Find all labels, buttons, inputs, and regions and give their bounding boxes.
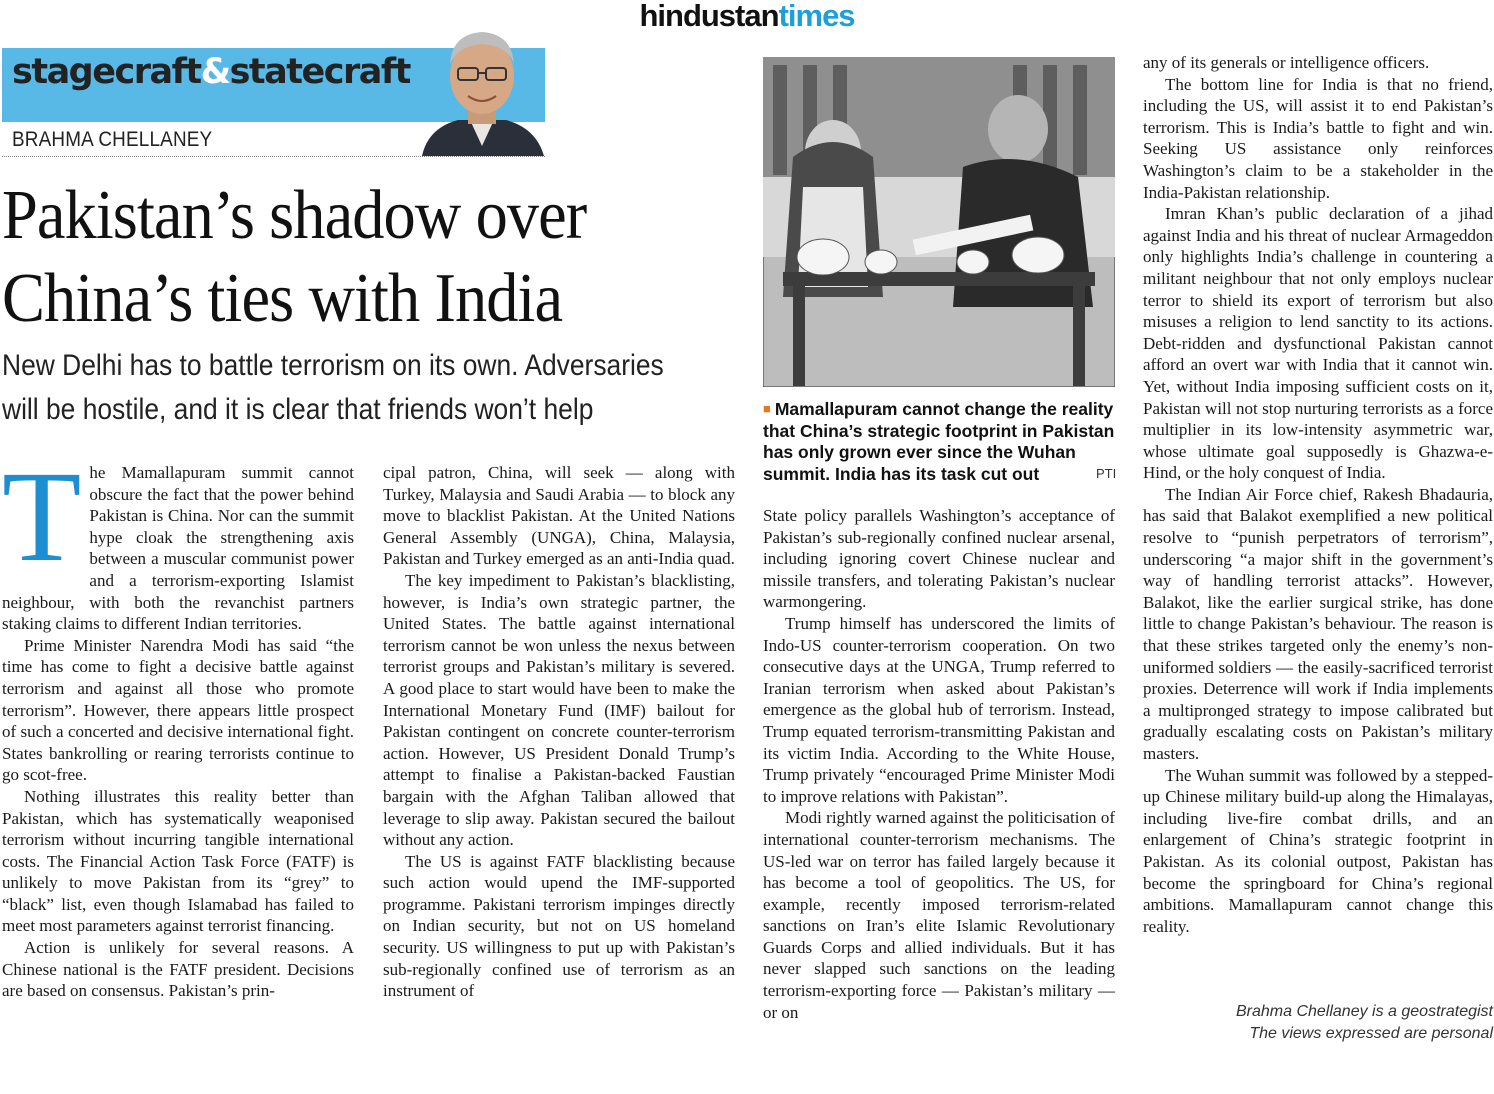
standfirst-line-1: New Delhi has to battle terrorism on its own. Adversaries <box>2 349 664 382</box>
paragraph: The Indian Air Force chief, Rakesh Bhadauria, has said that Balakot exemplified a new political resolve to “punish perpetrators of terrorism”, underscoring “a major shift in the government’s way of handling terrorist attacks”. However, Balakot, like the earlier surgical strike, has done little to change Pakistan’s behaviour. The reason is that these strikes targeted only the enemy’s non-uniformed soldiers — the easily-sacrificed terrorist proxies. Deterrence will work if India implements a multipronged strategy to impose calibrated but gradually escalating costs on Pakistan’s military masters. <box>1143 484 1493 763</box>
article-column-2 <box>383 462 735 1002</box>
photo-credit: PTI <box>1096 466 1117 481</box>
drop-cap: T <box>2 445 82 589</box>
headline-line-1: Pakistan’s shadow over <box>2 177 587 254</box>
author-bio-line-2: The views expressed are personal <box>1249 1025 1493 1042</box>
paragraph: he Mamallapuram summit cannot obscure the fact that the power behind Pakistan is China. Nor can the summit hype cloak the strengthening axis between a muscular communist power and a terrorism-exporting Islamist neighbour, with both the revanchist partners staking claims to different Indian territories. <box>2 463 354 634</box>
author-bio <box>1143 1001 1493 1045</box>
author-byline: BRAHMA CHELLANEY <box>12 128 213 151</box>
masthead-part-2: times <box>778 0 855 33</box>
paragraph: State policy parallels Washington’s acceptance of Pakistan’s sub-regionally confined nuclear arsenal, including ignoring covert Chinese nuclear and missile transfers, and tolerating Pakistan’s nuclear warmongering. <box>763 506 1115 612</box>
paragraph: The key impediment to Pakistan’s blacklisting, however, is India’s own strategic partner, the United States. The battle against international terrorism cannot be won unless the nexus between terrorist groups and Pakistan’s military is severed. A good place to start would have been to make the International Monetary Fund (IMF) bailout for Pakistan contingent on concrete counter-terrorism action. However, US President Donald Trump’s attempt to finalise a Pakistan-backed Faustian bargain with the Afghan Taliban allowed that leverage to slip away. Pakistan secured the bailout without any action. <box>383 570 735 850</box>
paragraph: Imran Khan’s public declaration of a jihad against India and his threat of nuclear Armageddon only highlights India’s challenge in countering a militant neighbour that not only employs nuclear terror to shield its export of terrorism but also misuses a religion to lend sanctity to its actions. Debt-ridden and dysfunctional Pakistan cannot afford an overt war with India that it cannot win. Yet, without India imposing sufficient costs on it, Pakistan will not stop nurturing terrorists as a force multiplier in its low-intensity asymmetric war, whose ultimate goal supposedly is Ghazwa-e-Hind, or the holy conquest of India. <box>1143 204 1493 483</box>
headline <box>2 174 683 340</box>
standfirst <box>2 344 688 432</box>
photo-caption <box>763 398 1115 485</box>
paragraph: cipal patron, China, will seek — along with Turkey, Malaysia and Saudi Arabia — to block any move to blacklist Pakistan. At the United Nations General Assembly (UNGA), China, Malaysia, Pakistan and Turkey emerged as an anti-India quad. <box>383 463 735 569</box>
paragraph: The bottom line for India is that no friend, including the US, will assist it to end Pakistan’s terrorism. This is India’s battle to fight and win. Seeking US assistance only reinforces Washington’s claim to be a stakeholder in the India-Pakistan relationship. <box>1143 74 1493 202</box>
paragraph: any of its generals or intelligence officers. <box>1143 53 1430 72</box>
headline-line-2: China’s ties with India <box>2 260 563 337</box>
banner-word-1: stagecraft <box>12 52 201 92</box>
byline-divider <box>2 156 545 157</box>
banner-word-2: statecraft <box>229 52 410 92</box>
article-column-1 <box>2 445 354 1002</box>
column-banner-title <box>12 52 410 92</box>
news-photo <box>763 57 1115 387</box>
paragraph: The US is against FATF blacklisting because such action would upend the IMF-supported programme. Pakistani terrorism impinges directly on Indian security, but not on US homeland security. US willingness to put up with Pakistan’s sub-regionally confined use of terrorism as an instrument of <box>383 851 735 1001</box>
caption-bullet-icon: ■ <box>763 401 771 416</box>
standfirst-line-2: will be hostile, and it is clear that friends won’t help <box>2 393 594 426</box>
masthead-part-1: hindustan <box>639 0 779 33</box>
masthead-logo <box>0 0 1494 34</box>
caption-text: Mamallapuram cannot change the reality that China’s strategic footprint in Pakistan has only grown ever since the Wuhan summit. India has its task cut out <box>763 399 1115 484</box>
paragraph: Action is unlikely for several reasons. A Chinese national is the FATF president. Decisions are based on consensus. Pakistan’s prin- <box>2 938 354 1001</box>
paragraph: Trump himself has underscored the limits of Indo-US counter-terrorism cooperation. On two consecutive days at the UNGA, Trump referred to Iranian terrorism when asked about Pakistan’s emergence as the global hub of terrorism. Instead, Trump equated terrorism-transmitting Pakistan and its victim India. According to the White House, Trump privately “encouraged Prime Minister Modi to improve relations with Pakistan”. <box>763 613 1115 806</box>
article-column-3 <box>763 505 1115 1023</box>
author-portrait <box>418 24 546 156</box>
paragraph: Nothing illustrates this reality better than Pakistan, which has systematically weaponised terrorism without incurring tangible international costs. The Financial Action Task Force (FATF) is unlikely to move Pakistan from its “grey” to “black” list, even though Islamabad has failed to meet most parameters against terrorist financing. <box>2 786 354 936</box>
banner-ampersand: & <box>200 52 230 92</box>
article-column-4 <box>1143 52 1493 937</box>
paragraph: Modi rightly warned against the politicisation of international counter-terrorism mechanisms. The US-led war on terror has failed largely because it has become a tool of geopolitics. The US, for example, recently imposed terrorism-related sanctions on Iran’s elite Islamic Revolutionary Guards Corps and allied individuals. But it has never slapped such sanctions on the leading terrorism-exporting force — Pakistan’s military — or on <box>763 808 1115 1022</box>
paragraph: Prime Minister Narendra Modi has said “the time has come to fight a decisive battle against terrorism and against all those who promote terrorism”. However, there appears little prospect of such a concerted and decisive international fight. States bankrolling or rearing terrorists continue to go scot-free. <box>2 635 354 785</box>
paragraph: The Wuhan summit was followed by a stepped-up Chinese military build-up along the Himalayas, including live-fire combat drills, and an enlargement of China’s strategic footprint in Pakistan. As its colonial outpost, Pakistan has become the springboard for China’s regional ambitions. Mamallapuram cannot change this reality. <box>1143 765 1493 936</box>
author-bio-line-1: Brahma Chellaney is a geostrategist <box>1235 1003 1493 1020</box>
